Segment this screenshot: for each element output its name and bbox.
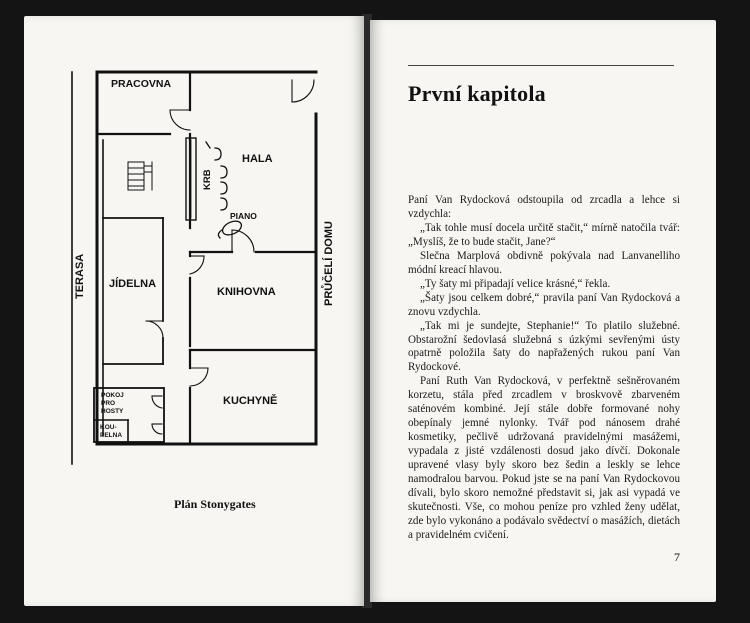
- left-page: [24, 16, 364, 606]
- paragraph: Paní Van Rydocková odstoupila od zrcadla a lehce si vzdychla:: [408, 194, 680, 220]
- room-label-line: KOU-: [100, 424, 117, 431]
- room-label-line: HOSTY: [101, 408, 124, 415]
- room-label-hala: HALA: [242, 153, 273, 165]
- room-label-line: PELNA: [100, 432, 123, 439]
- chapter-rule: [408, 65, 674, 66]
- chapter-body: [408, 194, 680, 543]
- paragraph: „Ty šaty mi připadají velice krásné,“ řekla.: [420, 277, 611, 290]
- chapter-title: První kapitola: [408, 81, 546, 106]
- room-label-knihovna: KNIHOVNA: [217, 286, 276, 298]
- room-label-koupelna: [100, 424, 122, 440]
- paragraph: „Tak mi je sundejte, Stephanie!“ To platilo služebné. Obstarožní šedovlasá služebná s úzkými sevřenými ústy opatrně položila šaty do napřažených rukou paní Van Rydockové.: [408, 319, 680, 374]
- room-label-piano: PIANO: [230, 211, 257, 221]
- plan-caption: Plán Stonygates: [174, 497, 256, 511]
- right-page: [370, 20, 716, 602]
- paragraph: Paní Ruth Van Rydocková, v perfektně sešněrovaném korzetu, stála před zrcadlem v broskvově zbarveném saténovém kombiné. Její stále dobře formované nohy obepínaly jemné nylonky. Tvář pod nánosem drahé kosmetiky, pečlivě udržovaná pravidelnými masážemi, vypadala z jisté vzdálenosti dosud jako dívčí. Dokonale upravené vlasy byly skoro bez šedin a leskly se lehce namodralou barvou. Pokud jste se na paní Van Rydockovou dívali, bylo skoro nemožné představit si, jak asi vypadá ve skutečnosti. Vše, co mohou peníze pro vzhled ženy udělat, zde bylo vykonáno a podávalo svědectví o masážích, dietách a pravidelném cvičení.: [408, 375, 680, 541]
- floor-plan-drawing: [24, 16, 364, 606]
- side-label-terasa: TERASA: [74, 253, 86, 299]
- room-label-kuchyne: KUCHYNĚ: [223, 395, 278, 407]
- paragraph: „Tak tohle musí docela určitě stačit,“ mírně natočila tvář: „Myslíš, že to bude stačit, Jane?“: [408, 221, 680, 248]
- paragraph: Slečna Marplová obdivně pokývala nad Lanvanelliho módní kreací hlavou.: [408, 249, 680, 276]
- side-label-pruceli-domu: PRŮČELÍ DOMU: [323, 221, 335, 306]
- room-label-line: PRO: [101, 400, 116, 407]
- room-label-pokoj-pro-hosty: [101, 392, 124, 416]
- room-label-line: POKOJ: [101, 392, 124, 399]
- page-number: 7: [674, 550, 680, 564]
- room-label-pracovna: PRACOVNA: [111, 78, 172, 90]
- room-label-jidelna: JÍDELNA: [109, 278, 157, 290]
- paragraph: „Šaty jsou celkem dobré,“ pravila paní Van Rydocková a znovu vzdychla.: [408, 291, 680, 318]
- room-label-krb: KRB: [202, 169, 213, 190]
